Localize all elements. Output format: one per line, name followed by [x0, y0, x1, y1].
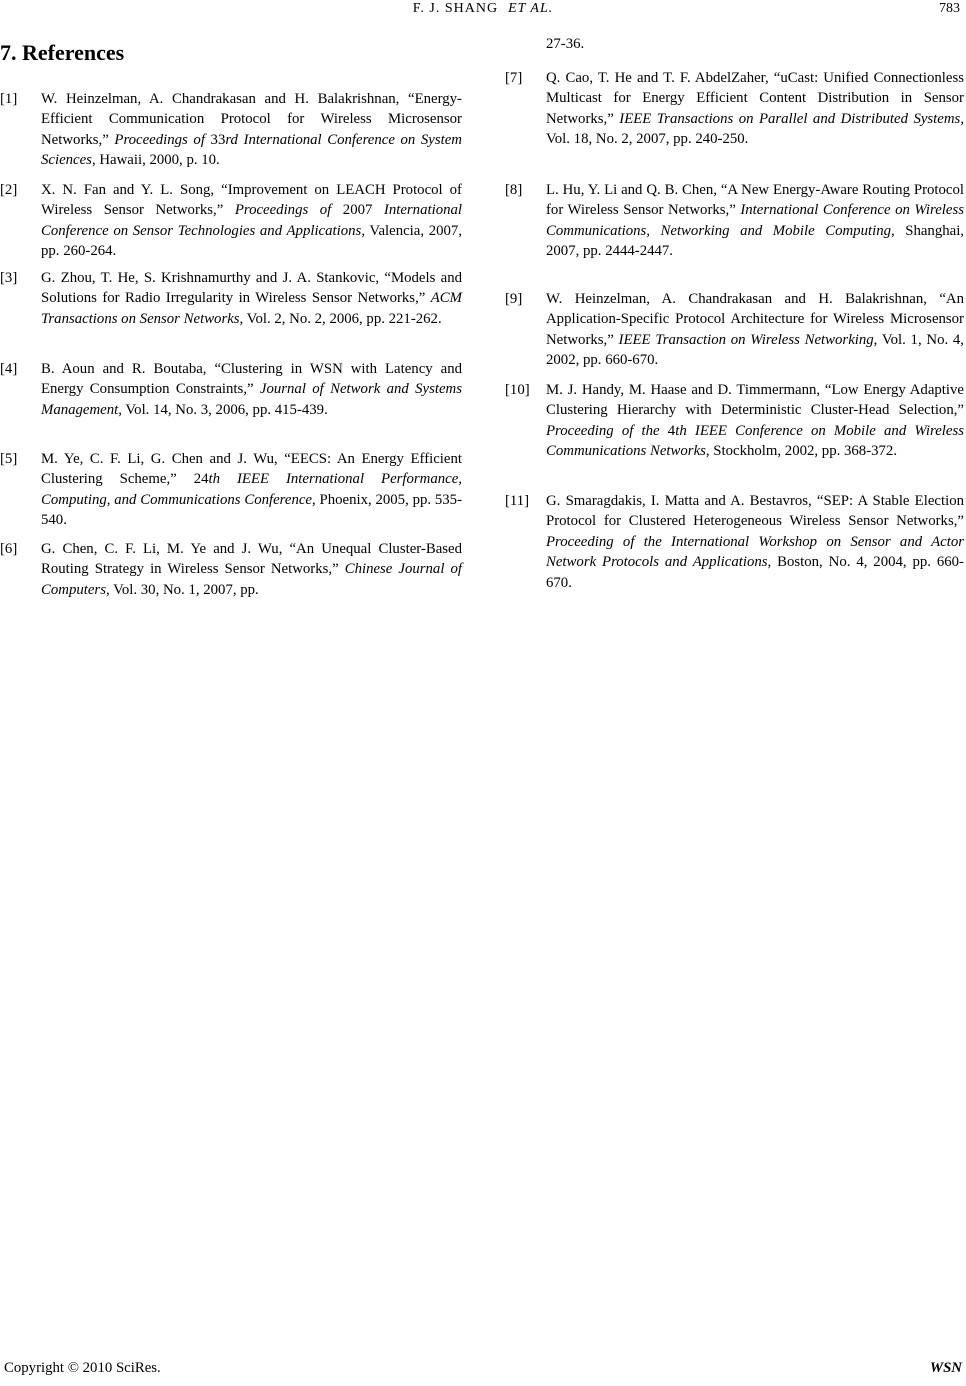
page-footer: [0, 1360, 966, 1380]
reference-number: [2]: [0, 182, 18, 198]
reference-text: M. J. Handy, M. Haase and D. Timmermann, “Low Energy Adaptive Clustering Hierarchy with Deterministic Cluster-Head Selection,” Proceeding of the 4th IEEE Conference on Mobile and Wireless Communications Networks, Stockholm, 2002, pp. 368-372.: [546, 382, 964, 460]
reference-number: [1]: [0, 91, 18, 107]
reference-number: [11]: [505, 493, 530, 509]
reference-number: [8]: [505, 182, 523, 198]
reference-text: M. Ye, C. F. Li, G. Chen and J. Wu, “EECS: An Energy Efficient Clustering Scheme,” 24th IEEE International Performance, Computing, and Communications Conference, Phoenix, 2005, pp. 535-540.: [41, 451, 462, 529]
reference-number: [3]: [0, 270, 18, 286]
reference-number: [9]: [505, 291, 523, 307]
reference-number: [7]: [505, 70, 523, 86]
reference-item: [0, 268, 462, 329]
reference-text: G. Zhou, T. He, S. Krishnamurthy and J. A. Stankovic, “Models and Solutions for Radio Irregularity in Wireless Sensor Networks,” ACM Transactions on Sensor Networks, Vol. 2, No. 2, 2006, pp. 221-262.: [41, 270, 462, 327]
reference-text: G. Chen, C. F. Li, M. Ye and J. Wu, “An Unequal Cluster-Based Routing Strategy in Wireless Sensor Networks,” Chinese Journal of Computers, Vol. 30, No. 1, 2007, pp.: [41, 541, 462, 598]
reference-text: W. Heinzelman, A. Chandrakasan and H. Balakrishnan, “An Application-Specific Protocol Architecture for Wireless Microsensor Networks,” IEEE Transaction on Wireless Networking, Vol. 1, No. 4, 2002, pp. 660-670.: [546, 291, 964, 369]
reference-text: L. Hu, Y. Li and Q. B. Chen, “A New Energy-Aware Routing Protocol for Wireless Sensor Networks,” International Conference on Wireless Communications, Networking and Mobile Computing, Shanghai, 2007, pp. 2444-2447.: [546, 182, 965, 260]
reference-number: [5]: [0, 451, 18, 467]
reference-item: [505, 68, 964, 150]
reference-text: G. Smaragdakis, I. Matta and A. Bestavros, “SEP: A Stable Election Protocol for Clustered Heterogeneous Wireless Sensor Networks,” Proceeding of the International Workshop on Sensor and Actor Network Protocols and Applications, Boston, No. 4, 2004, pp. 660-670.: [546, 493, 964, 591]
reference-item: [505, 380, 964, 462]
reference-text: B. Aoun and R. Boutaba, “Clustering in WSN with Latency and Energy Consumption Constraints,” Journal of Network and Systems Management, Vol. 14, No. 3, 2006, pp. 415-439.: [41, 361, 462, 418]
reference-continuation: 27-36.: [546, 36, 585, 52]
running-title-authors: F. J. SHANG: [412, 1, 499, 16]
running-title: [0, 1, 966, 17]
reference-text: Q. Cao, T. He and T. F. AbdelZaher, “uCast: Unified Connectionless Multicast for Energy Efficient Content Distribution in Sensor Networks,” IEEE Transactions on Parallel and Distributed Systems, Vol. 18, No. 2, 2007, pp. 240-250.: [546, 70, 965, 148]
reference-item: [0, 180, 462, 262]
reference-text: W. Heinzelman, A. Chandrakasan and H. Balakrishnan, “Energy-Efficient Communication Protocol for Wireless Microsensor Networks,” Proceedings of 33rd International Conference on System Sciences, Hawaii, 2000, p. 10.: [41, 91, 462, 169]
reference-item: [0, 539, 462, 600]
reference-number: [6]: [0, 541, 18, 557]
reference-item: [0, 359, 462, 420]
reference-item: [505, 491, 964, 593]
reference-item: [0, 89, 462, 171]
page-number: 783: [939, 1, 960, 16]
reference-number: [4]: [0, 361, 18, 377]
journal-abbreviation: WSN: [929, 1360, 962, 1376]
running-header: [0, 0, 966, 22]
reference-item: [0, 449, 462, 531]
reference-item: [505, 180, 964, 262]
reference-text: X. N. Fan and Y. L. Song, “Improvement on LEACH Protocol of Wireless Sensor Networks,” Proceedings of 2007 International Conference on Sensor Technologies and Applications, Valencia, 2007, pp. 260-264.: [41, 182, 463, 260]
reference-number: [10]: [505, 382, 530, 398]
running-title-et-al: ET AL.: [508, 1, 554, 16]
section-title: 7. References: [0, 40, 125, 65]
reference-item: [505, 289, 964, 371]
copyright-notice: Copyright © 2010 SciRes.: [4, 1360, 161, 1376]
